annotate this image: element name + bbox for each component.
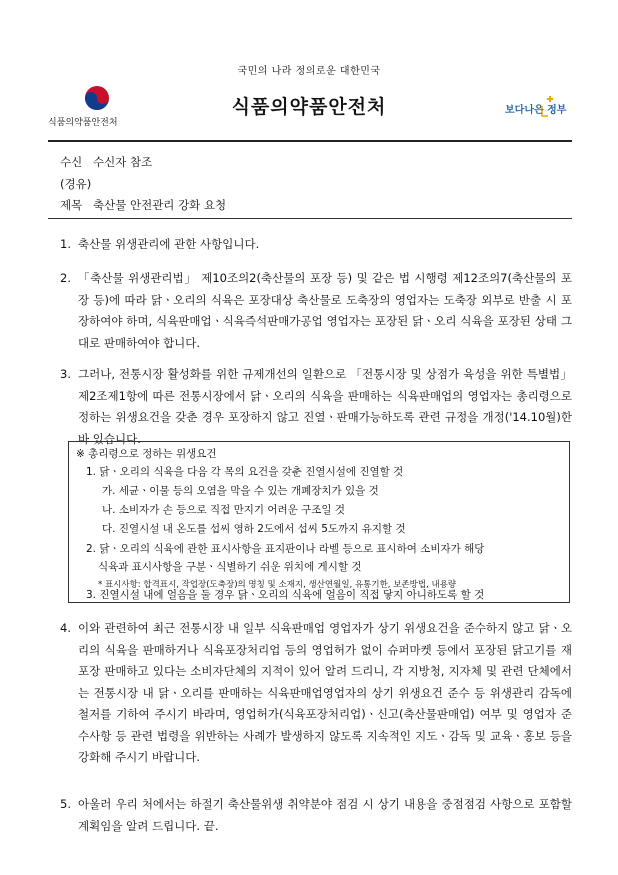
requirement-2-line1: 2. 닭ㆍ오리의 식육에 관한 표시사항을 표지판이나 라벨 등으로 표시하여 소비자가 해당 (86, 543, 485, 555)
requirement-2-line2: 식육과 표시사항을 구분ㆍ식별하기 쉬운 위치에 게시할 것 (98, 561, 362, 573)
paragraph-text: 이와 관련하여 최근 전통시장 내 일부 식육판매업 영업자가 상기 위생요건을 준수하지 않고 닭ㆍ오리의 식육을 판매하거나 식육포장처리업 등의 영업허가 없이 슈퍼마켓 등에서 포장된 닭고기를 재포장 판매하고 있다는 소비자단체의 지적이 있어 알려 드리니, 각 지방청, 지자체 및 관련 단체에서는 전통시장 내 닭ㆍ오리를 판매하는 식육판매업영업자의 상기 위생요건 준수 등 위생관리 감독에 철저를 기하여 주시기 바라며, 영업허가(식육포장처리업)ㆍ신고(축산물판매업) 여부 및 영업자 준수사항 등 관련 법령을 위반하는 사례가 발생하지 않도록 지속적인 지도ㆍ감독 및 교육ㆍ홍보 등을 강화해 주시기 바랍니다. (78, 621, 572, 764)
box-title: ※ 총리령으로 정하는 위생요건 (76, 448, 217, 460)
via-line: (경유) (60, 177, 92, 191)
subject-label: 제목 (60, 198, 83, 212)
paragraph-5 (60, 794, 572, 837)
slogan: 국민의 나라 정의로운 대한민국 (237, 66, 381, 77)
recipient-value: 수신자 참조 (93, 155, 153, 169)
paragraph-text: 아울러 우리 처에서는 하절기 축산물위생 취약분야 점검 시 상기 내용을 중점점검 사항으로 포함할 계획임을 알려 드립니다. 끝. (78, 797, 572, 833)
meta-divider (48, 218, 572, 219)
requirement-1-da: 다. 진열시설 내 온도를 섭씨 영하 2도에서 섭씨 5도까지 유지할 것 (102, 523, 406, 535)
paragraph-number: 3. (60, 367, 71, 381)
agency-title: 식품의약품안전처 (231, 96, 387, 118)
label-items-note: * 표시사항: 합격표시, 작업장(도축장)의 명칭 및 소재지, 생산연월일, 유통기한, 보존방법, 내용량 (98, 580, 457, 590)
header-divider (48, 140, 572, 142)
paragraph-text: 「축산물 위생관리법」 제10조의2(축산물의 포장 등) 및 같은 법 시행령 제12조의7(축산물의 포장 등)에 따라 닭ㆍ오리의 식육은 포장대상 축산물로 도축장의 영업자는 도축장 외부로 반출 시 포장하여야 하며, 식육판매업ㆍ식육즉석판매가공업 영업자는 포장된 닭ㆍ오리 식육을 포장된 상태 그대로 판매하여야 합니다. (78, 271, 572, 350)
subject-line (60, 197, 226, 213)
requirement-3: 3. 진열시설 내에 얼음을 둘 경우 닭ㆍ오리의 식육에 얼음이 직접 닿지 아니하도록 할 것 (86, 589, 485, 601)
paragraph-text: 그러나, 전통시장 활성화를 위한 규제개선의 일환으로 「전통시장 및 상점가 육성을 위한 특별법」 제2조제1항에 따른 전통시장에서 닭ㆍ오리의 식육을 판매하는 식육판매업의 영업자는 총리령으로 정하는 위생요건을 갖춘 경우 포장하지 않고 진열ㆍ판매가능하도록 관련 규정을 개정('14.10월)한 바 있습니다. (78, 367, 572, 446)
paragraph-text: 축산물 위생관리에 관한 사항입니다. (78, 237, 260, 251)
requirement-1-ga: 가. 세균ㆍ이물 등의 오염을 막을 수 있는 개폐장치가 있을 것 (102, 485, 379, 497)
agency-logo-label: 식품의약품안전처 (48, 118, 118, 128)
brand-logo-text: 보다나은 정부 (505, 105, 567, 116)
paragraph-number: 2. (60, 271, 71, 285)
requirement-1-na: 나. 소비자가 손 등으로 직접 만지기 어려운 구조일 것 (102, 504, 346, 516)
paragraph-number: 4. (60, 621, 71, 635)
recipient-line (60, 154, 152, 170)
paragraph-number: 5. (60, 797, 71, 811)
paragraph-4 (60, 618, 572, 769)
subject-value: 축산물 안전관리 강화 요청 (93, 198, 227, 212)
paragraph-2 (60, 268, 572, 354)
requirement-1: 1. 닭ㆍ오리의 식육을 다음 각 목의 요건을 갖춘 진열시설에 진열할 것 (86, 466, 404, 478)
paragraph-3 (60, 364, 572, 450)
paragraph-number: 1. (60, 237, 71, 251)
paragraph-1 (60, 234, 572, 256)
recipient-label: 수신 (60, 155, 83, 169)
